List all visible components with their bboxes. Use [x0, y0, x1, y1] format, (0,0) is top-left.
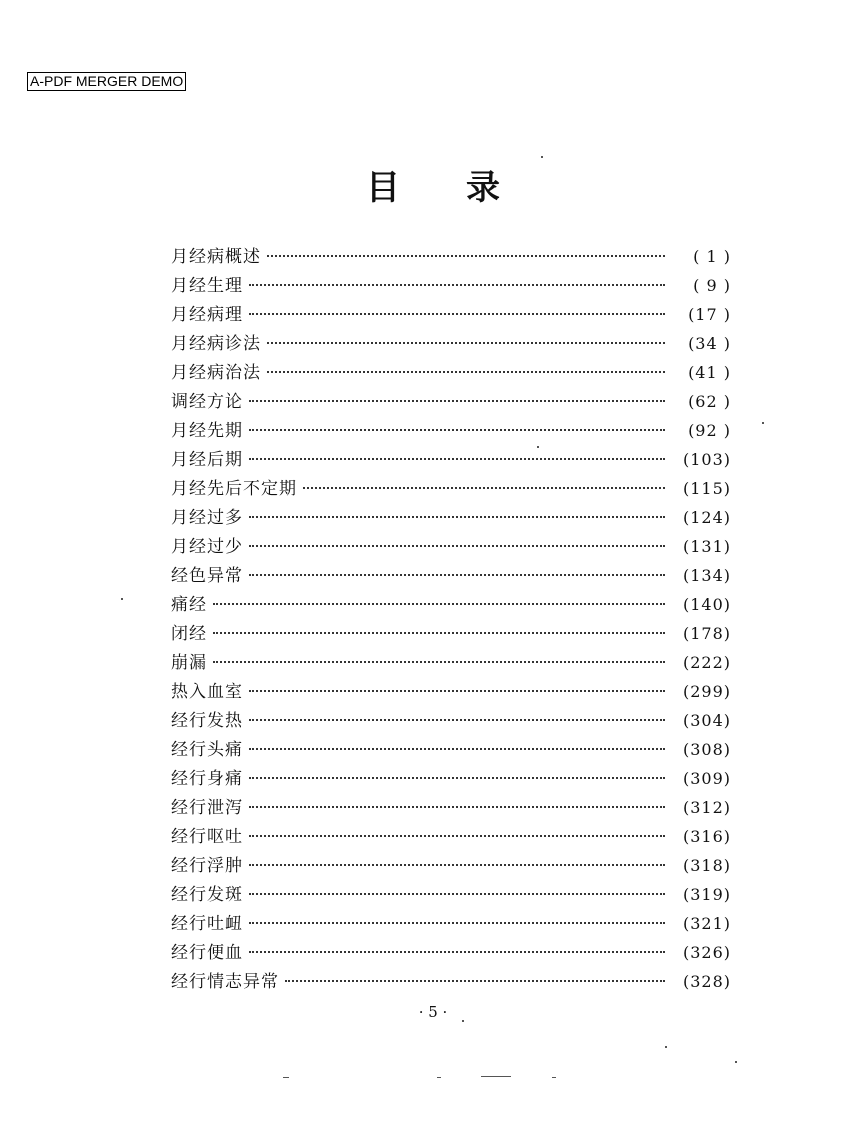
toc-entry	[171, 271, 731, 300]
toc-entry	[171, 706, 731, 735]
toc-entry-page: (41 )	[688, 363, 731, 382]
toc-entry-title: 月经病理	[171, 305, 243, 325]
scan-speck	[462, 1020, 464, 1022]
toc-dot-leader	[249, 921, 665, 924]
toc-entry-title: 月经后期	[171, 450, 243, 470]
toc-dot-leader	[303, 486, 665, 489]
toc-dot-leader	[213, 660, 665, 663]
scan-speck	[283, 1077, 289, 1078]
toc-entry-title: 月经病诊法	[171, 334, 261, 354]
toc-entry	[171, 329, 731, 358]
toc-entry-title: 经行情志异常	[171, 972, 279, 992]
toc-dot-leader	[249, 950, 665, 953]
toc-entry-page: (34 )	[688, 334, 731, 353]
page-title: 目录	[366, 168, 566, 208]
toc-entry-title: 经行浮肿	[171, 856, 243, 876]
toc-entry-title: 月经过少	[171, 537, 243, 557]
toc-entry-page: (62 )	[688, 392, 731, 411]
toc-entry	[171, 561, 731, 590]
toc-entry	[171, 300, 731, 329]
scan-speck	[537, 446, 539, 448]
toc-dot-leader	[249, 428, 665, 431]
scan-speck	[735, 1061, 737, 1063]
toc-entry-page: (92 )	[688, 421, 731, 440]
toc-dot-leader	[249, 747, 665, 750]
toc-entry-page: (308)	[682, 740, 731, 759]
toc-dot-leader	[249, 399, 665, 402]
toc-entry-page: (299)	[682, 682, 731, 701]
toc-entry	[171, 822, 731, 851]
toc-entry	[171, 474, 731, 503]
toc-entry-title: 经行发热	[171, 711, 243, 731]
toc-entry-page: (178)	[682, 624, 731, 643]
toc-entry	[171, 677, 731, 706]
toc-dot-leader	[285, 979, 665, 982]
toc-entry-page: (312)	[682, 798, 731, 817]
toc-dot-leader	[249, 805, 665, 808]
toc-entry	[171, 764, 731, 793]
toc-entry-title: 经行头痛	[171, 740, 243, 760]
toc-dot-leader	[249, 718, 665, 721]
toc-entry-title: 月经先后不定期	[171, 479, 297, 499]
toc-entry	[171, 735, 731, 764]
toc-entry	[171, 358, 731, 387]
toc-entry	[171, 938, 731, 967]
toc-entry	[171, 503, 731, 532]
toc-entry-page: (134)	[682, 566, 731, 585]
toc-entry	[171, 242, 731, 271]
scan-speck	[121, 598, 123, 600]
toc-entry-page: (124)	[682, 508, 731, 527]
toc-entry	[171, 880, 731, 909]
toc-entry-title: 崩漏	[171, 653, 207, 673]
toc-entry-title: 闭经	[171, 624, 207, 644]
toc-entry-title: 月经生理	[171, 276, 243, 296]
toc-entry-page: (115)	[682, 479, 731, 498]
toc-entry-title: 热入血室	[171, 682, 243, 702]
toc-entry-page: (326)	[682, 943, 731, 962]
toc-dot-leader	[249, 573, 665, 576]
toc-dot-leader	[249, 689, 665, 692]
toc-entry-title: 月经病治法	[171, 363, 261, 383]
toc-dot-leader	[249, 892, 665, 895]
toc-dot-leader	[267, 254, 665, 257]
toc-entry-page: (319)	[682, 885, 731, 904]
toc-entry-title: 月经过多	[171, 508, 243, 528]
toc-entry-title: 痛经	[171, 595, 207, 615]
toc-entry-page: ( 1 )	[693, 247, 731, 266]
toc-entry-page: (222)	[682, 653, 731, 672]
toc-dot-leader	[249, 283, 665, 286]
scan-speck	[481, 1076, 511, 1077]
table-of-contents	[171, 242, 731, 996]
toc-entry	[171, 619, 731, 648]
toc-dot-leader	[249, 834, 665, 837]
toc-entry-title: 经行身痛	[171, 769, 243, 789]
toc-entry	[171, 387, 731, 416]
toc-entry-title: 调经方论	[171, 392, 243, 412]
toc-dot-leader	[249, 776, 665, 779]
toc-entry-page: (316)	[682, 827, 731, 846]
toc-dot-leader	[213, 631, 665, 634]
toc-entry-page: (17 )	[688, 305, 731, 324]
scan-speck	[437, 1077, 441, 1078]
toc-entry	[171, 416, 731, 445]
toc-entry-title: 经行呕吐	[171, 827, 243, 847]
toc-entry	[171, 648, 731, 677]
toc-dot-leader	[249, 457, 665, 460]
toc-entry	[171, 909, 731, 938]
watermark-label: A-PDF MERGER DEMO	[27, 72, 186, 91]
scan-speck	[762, 422, 764, 424]
toc-entry-title: 经行便血	[171, 943, 243, 963]
toc-dot-leader	[213, 602, 665, 605]
toc-entry-title: 月经先期	[171, 421, 243, 441]
toc-entry-title: 经行吐衄	[171, 914, 243, 934]
toc-entry-title: 月经病概述	[171, 247, 261, 267]
toc-entry	[171, 967, 731, 996]
toc-dot-leader	[267, 341, 665, 344]
toc-entry	[171, 851, 731, 880]
toc-entry-page: (140)	[682, 595, 731, 614]
toc-dot-leader	[249, 312, 665, 315]
toc-entry-page: (318)	[682, 856, 731, 875]
toc-entry	[171, 590, 731, 619]
toc-entry-title: 经色异常	[171, 566, 243, 586]
toc-entry-page: (103)	[682, 450, 731, 469]
toc-dot-leader	[249, 863, 665, 866]
toc-entry	[171, 793, 731, 822]
toc-entry-page: ( 9 )	[693, 276, 731, 295]
toc-entry	[171, 532, 731, 561]
scan-speck	[665, 1046, 667, 1048]
toc-entry-page: (131)	[682, 537, 731, 556]
toc-entry-title: 经行发斑	[171, 885, 243, 905]
scan-speck	[552, 1077, 556, 1078]
toc-entry-page: (304)	[682, 711, 731, 730]
toc-entry-title: 经行泄泻	[171, 798, 243, 818]
toc-entry-page: (328)	[682, 972, 731, 991]
toc-dot-leader	[249, 515, 665, 518]
toc-entry	[171, 445, 731, 474]
page-number: · 5 ·	[418, 1003, 448, 1021]
toc-entry-page: (321)	[682, 914, 731, 933]
toc-entry-page: (309)	[682, 769, 731, 788]
toc-dot-leader	[249, 544, 665, 547]
toc-dot-leader	[267, 370, 665, 373]
scan-speck	[541, 156, 543, 158]
